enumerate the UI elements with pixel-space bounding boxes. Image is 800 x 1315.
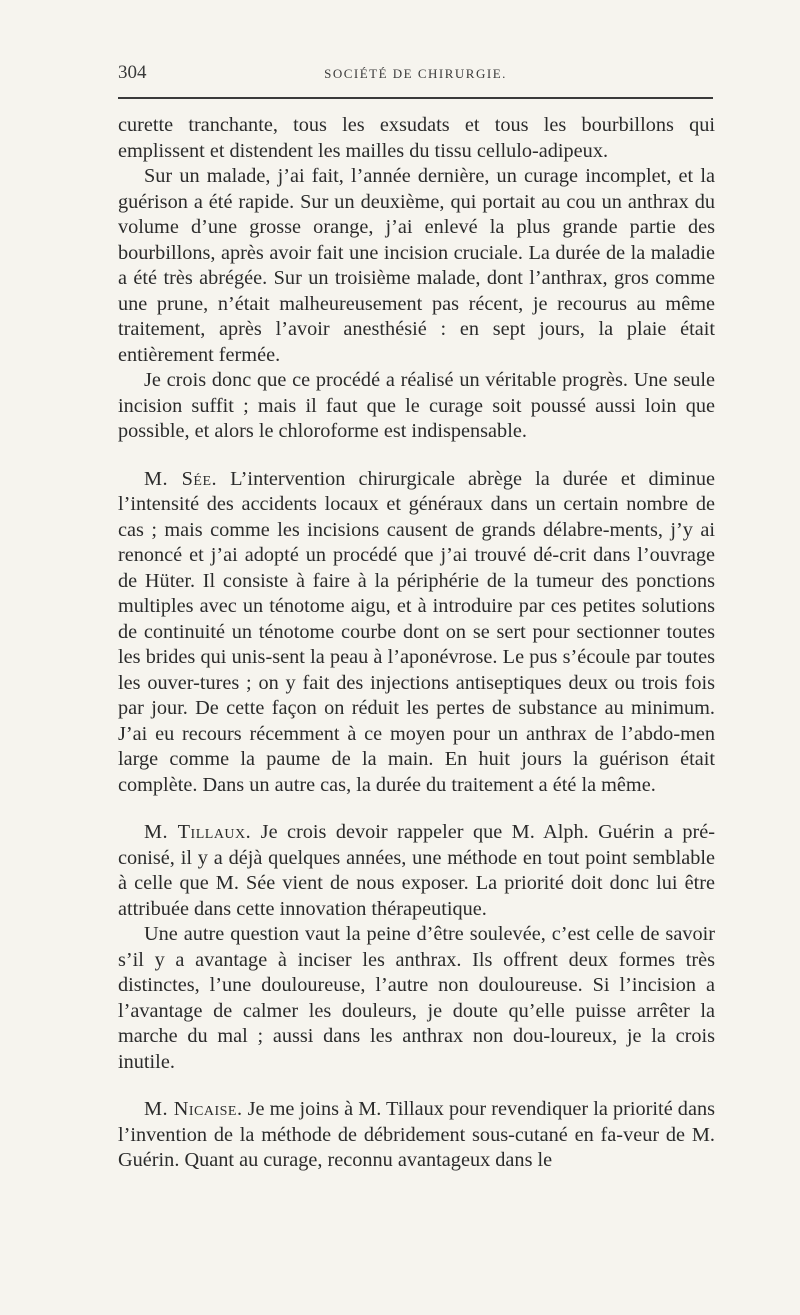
page-number: 304: [118, 62, 147, 83]
paragraph-text: Je me joins à M. Tillaux pour revendiquer la priorité dans l’invention de la méthode de débridement sous-cutané en fa-veur de M. Guérin. Quant au curage, reconnu avantageux dans le: [118, 1098, 715, 1171]
body-text: [118, 113, 715, 1174]
paragraph-continuation: [118, 113, 715, 164]
speaker-name: M. Nicaise.: [144, 1098, 243, 1120]
header-rule: [118, 97, 713, 99]
running-head: SOCIÉTÉ DE CHIRURGIE.: [324, 66, 507, 81]
speaker-paragraph-nicaise: [118, 1097, 715, 1174]
paragraph-text: Sur un malade, j’ai fait, l’année dernière, un curage incomplet, et la guérison a été rapide. Sur un deuxième, qui portait au cou un anthrax du volume d’une grosse orange, j’ai enlevé la plus grande partie des bourbillons, après avoir fait une incision cruciale. La durée de la maladie a été très abrégée. Sur un troisième malade, dont l’anthrax, gros comme une prune, n’était malheureusement pas récent, je recourus au même traitement, après l’avoir anesthésié : en sept jours, la plaie était entièrement fermée.: [118, 165, 715, 366]
paragraph-text: Je crois devoir rappeler que M. Alph. Guérin a pré-conisé, il y a déjà quelques années, une méthode en tout point semblable à celle que M. Sée vient de nous exposer. La priorité doit donc lui être attribuée dans cette innovation thérapeutique.: [118, 821, 715, 920]
page-header: [118, 62, 713, 92]
speaker-name: M. Tillaux.: [144, 821, 252, 843]
paragraph-text: Je crois donc que ce procédé a réalisé un véritable progrès. Une seule incision suffit ; mais il faut que le curage soit poussé aussi loin que possible, et alors le chloroforme est indispensable.: [118, 369, 715, 442]
paragraph-text: Une autre question vaut la peine d’être soulevée, c’est celle de savoir s’il y a avantage à inciser les anthrax. Ils offrent deux formes très distinctes, l’une douloureuse, l’autre non douloureuse. Si l’incision a l’avantage de calmer les douleurs, je doute qu’elle puisse arrêter la marche du mal ; aussi dans les anthrax non dou-loureux, je la crois inutile.: [118, 923, 715, 1073]
speaker-paragraph-tillaux: [118, 820, 715, 922]
paragraph-text: L’intervention chirurgicale abrège la durée et diminue l’intensité des accidents locaux et généraux dans un certain nombre de cas ; mais comme les incisions causent de grands délabre-ments, j’y ai renoncé et j’ai adopté un procédé que j’ai trouvé dé-crit dans l’ouvrage de Hüter. Il consiste à faire à la périphérie de la tumeur des ponctions multiples avec un ténotome aigu, et à introduire par ces petites solutions de continuité un ténotome courbe dont on se sert pour sectionner toutes les brides qui unis-sent la peau à l’aponévrose. Le pus s’écoule par toutes les ouver-tures ; on y fait des injections antiseptiques deux ou trois fois par jour. De cette façon on réduit les pertes de substance au minimum. J’ai eu recours récemment à ce moyen pour un anthrax de l’abdo-men large comme la paume de la main. En huit jours la guérison était complète. Dans un autre cas, la durée du traitement a été la même.: [118, 467, 715, 796]
speaker-paragraph-see: [118, 467, 715, 799]
paragraph-text: curette tranchante, tous les exsudats et tous les bourbillons qui emplissent et distendent les mailles du tissu cellulo-adipeux.: [118, 114, 715, 162]
speaker-name: M. Sée.: [144, 467, 218, 490]
paragraph: [118, 164, 715, 368]
paragraph: [118, 368, 715, 445]
paragraph: [118, 922, 715, 1075]
